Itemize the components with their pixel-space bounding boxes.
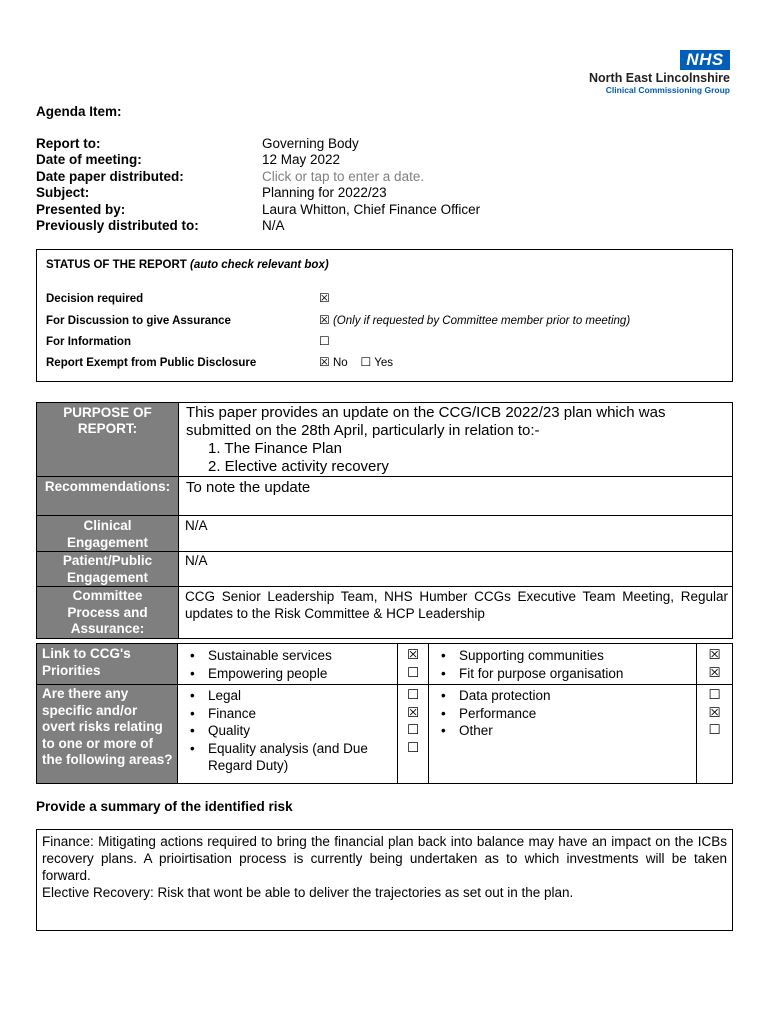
risk-checkbox[interactable]: ☒ — [406, 704, 420, 721]
agenda-item-label: Agenda Item: — [36, 104, 122, 119]
priorities-left-cell — [178, 644, 398, 685]
recommendations-label: Recommendations: — [37, 477, 179, 516]
org-name: North East Lincolnshire — [589, 71, 730, 85]
risk-summary-heading: Provide a summary of the identified risk — [36, 799, 293, 814]
meta-label: Report to: — [36, 136, 101, 151]
status-label-decision: Decision required — [46, 293, 144, 305]
status-value-information — [319, 334, 330, 348]
purpose-label: PURPOSE OF REPORT: — [37, 403, 179, 477]
risk-item: • Legal — [178, 687, 397, 705]
recommendations-row — [37, 477, 733, 516]
meta-label: Date of meeting: — [36, 152, 142, 168]
purpose-cell — [179, 403, 733, 477]
clinical-label: Clinical Engagement — [37, 516, 179, 552]
priorities-label: Link to CCG's Priorities — [37, 644, 178, 685]
patient-text: N/A — [179, 552, 733, 587]
priorities-risks-table — [36, 643, 733, 784]
meta-label: Subject: — [36, 185, 90, 201]
exempt-no-checkbox[interactable]: ☒ — [319, 355, 330, 369]
risk-summary-finance: Finance: Mitigating actions required to bring the financial plan back into balance may have an impact on the ICBs recovery plans. A prioirtisation process is currently being undertaken as to which investments will be taken forward. — [42, 834, 727, 883]
meta-value: Planning for 2022/23 — [262, 185, 387, 201]
risk-checkbox[interactable]: ☐ — [406, 722, 420, 739]
priority-checkbox[interactable]: ☐ — [406, 664, 420, 681]
priority-item: • Supporting communities — [429, 647, 696, 665]
priority-item: • Empowering people — [178, 665, 397, 683]
status-label-exempt: Report Exempt from Public Disclosure — [46, 357, 257, 369]
risk-checkbox[interactable]: ☒ — [708, 704, 721, 721]
status-value-decision — [319, 291, 330, 305]
risks-label: Are there any specific and/or overt risks relating to one or more of the following areas? — [37, 685, 178, 784]
committee-label: Committee Process and Assurance: — [37, 587, 179, 639]
purpose-table — [36, 402, 733, 639]
status-title-text: STATUS OF THE REPORT — [46, 259, 187, 271]
risk-checkbox[interactable]: ☐ — [406, 739, 420, 756]
exempt-yes-label: Yes — [374, 357, 393, 369]
priorities-right-boxes — [697, 644, 733, 685]
priority-item: • Sustainable services — [178, 647, 397, 665]
meta-label: Date paper distributed: — [36, 168, 184, 184]
risks-right-boxes — [697, 685, 733, 784]
purpose-item: 1. The Finance Plan — [208, 440, 342, 457]
recommendations-text: To note the update — [179, 477, 733, 516]
status-label-information: For Information — [46, 336, 131, 348]
risk-checkbox[interactable]: ☐ — [406, 687, 420, 703]
meta-value: N/A — [262, 218, 285, 233]
org-subtitle: Clinical Commissioning Group — [605, 85, 730, 95]
purpose-item: 2. Elective activity recovery — [208, 458, 389, 475]
status-value-discussion — [319, 313, 630, 327]
risk-checkbox[interactable]: ☐ — [708, 722, 721, 739]
priority-checkbox[interactable]: ☒ — [708, 664, 721, 681]
priority-checkbox[interactable]: ☒ — [406, 647, 420, 663]
clinical-row — [37, 516, 733, 552]
discussion-note: (Only if requested by Committee member prior to meeting) — [332, 315, 631, 327]
meta-label: Previously distributed to: — [36, 218, 199, 233]
risks-row — [37, 685, 733, 784]
nhs-logo: NHS — [680, 50, 730, 70]
purpose-row — [37, 403, 733, 477]
priority-item: • Fit for purpose organisation — [429, 665, 696, 683]
report-status-box — [36, 249, 733, 382]
decision-checkbox[interactable]: ☒ — [319, 291, 330, 305]
meta-value: 12 May 2022 — [262, 152, 341, 168]
discussion-checkbox[interactable]: ☒ — [319, 313, 330, 327]
exempt-yes-checkbox[interactable]: ☐ — [360, 355, 372, 369]
patient-label: Patient/Public Engagement — [37, 552, 179, 587]
priorities-right-cell — [429, 644, 697, 685]
risk-summary-box[interactable] — [36, 829, 733, 931]
status-label-discussion: For Discussion to give Assurance — [46, 315, 231, 327]
committee-text: CCG Senior Leadership Team, NHS Humber CCGs Executive Team Meeting, Regular updates to the Risk Committee & HCP Leadership — [179, 587, 733, 639]
risk-item: • Other — [429, 722, 696, 740]
risk-item: • Performance — [429, 705, 696, 723]
risk-item: • Data protection — [429, 687, 696, 705]
committee-row — [37, 587, 733, 639]
risk-item: • Quality — [178, 722, 397, 740]
risk-item: • Equality analysis (and Due Regard Duty) — [178, 740, 397, 775]
purpose-text: This paper provides an update on the CCG/ICB 2022/23 plan which was submitted on the 28th April, particularly in relation to:- — [186, 404, 666, 439]
exempt-no-label: No — [332, 357, 348, 369]
priorities-row — [37, 644, 733, 685]
priority-checkbox[interactable]: ☒ — [708, 647, 721, 663]
meta-value: Laura Whitton, Chief Finance Officer — [262, 201, 481, 217]
priorities-left-boxes — [398, 644, 429, 685]
status-value-exempt — [319, 355, 393, 369]
status-title — [46, 259, 329, 271]
risk-item: • Finance — [178, 705, 397, 723]
risks-left-boxes — [398, 685, 429, 784]
information-checkbox[interactable]: ☐ — [319, 334, 330, 348]
clinical-text: N/A — [179, 516, 733, 552]
meta-value: Governing Body — [262, 136, 359, 151]
risk-checkbox[interactable]: ☐ — [708, 687, 721, 703]
status-title-note: (auto check relevant box) — [189, 259, 329, 271]
meta-label: Presented by: — [36, 201, 126, 217]
date-picker-field[interactable]: Click or tap to enter a date. — [262, 168, 425, 184]
patient-row — [37, 552, 733, 587]
risks-left-cell — [178, 685, 398, 784]
risk-summary-elective: Elective Recovery: Risk that wont be able to deliver the trajectories as set out in the plan. — [42, 885, 574, 900]
risks-right-cell — [429, 685, 697, 784]
